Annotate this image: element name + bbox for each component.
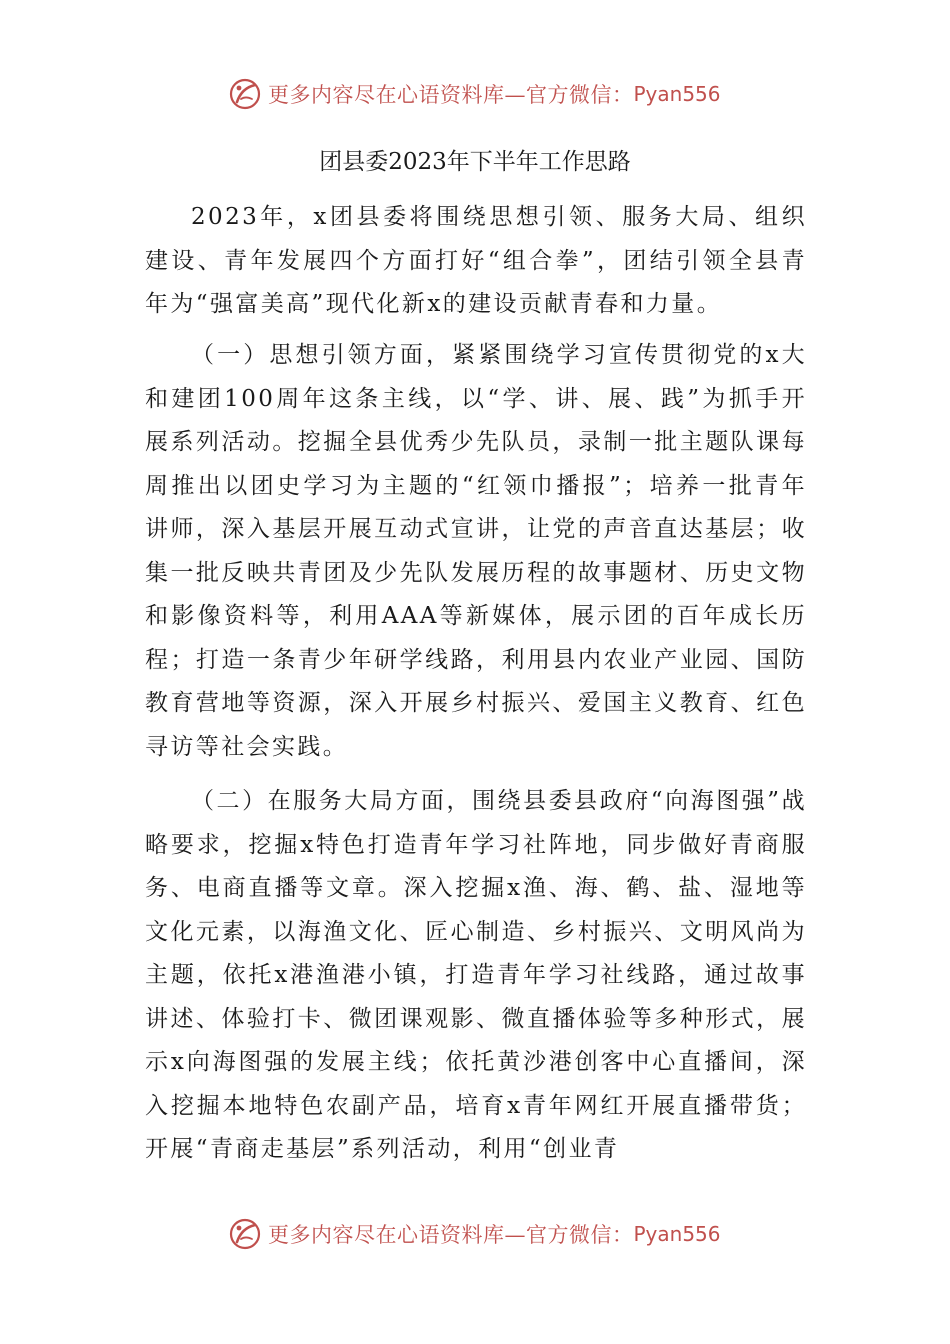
watermark-id: Pyan556 bbox=[633, 82, 721, 106]
paragraph-text: （一）思想引领方面，紧紧围绕学习宣传贯彻党的x大和建团100周年这条主线，以“学、讲、展、践”为抓手开展系列活动。挖掘全县优秀少先队员，录制一批主题队课每周推出以团史学习为主题的“红领巾播报”；培养一批青年讲师，深入基层开展互动式宣讲，让党的声音直达基层；收集一批反映共青团及少先队发展历程的故事题材、历史文物和影像资料等，利用AAA等新媒体，展示团的百年成长历程；打造一条青少年研学线路，利用县内农业产业园、国防教育营地等资源，深入开展乡村振兴、爱国主义教育、红色寻访等社会实践。 bbox=[145, 342, 807, 760]
document-title: 团县委2023年下半年工作思路 bbox=[319, 149, 631, 175]
paragraph-3 bbox=[145, 780, 807, 1182]
watermark-banner-bottom bbox=[228, 1216, 721, 1252]
watermark-banner-top bbox=[228, 76, 721, 112]
watermark-id: Pyan556 bbox=[633, 1222, 721, 1246]
logo-icon bbox=[228, 1217, 262, 1251]
watermark-text: 更多内容尽在心语资料库—官方微信： bbox=[268, 83, 634, 107]
paragraph-text: 2023年，x团县委将围绕思想引领、服务大局、组织建设、青年发展四个方面打好“组合拳”，团结引领全县青年为“强富美高”现代化新x的建设贡献青春和力量。 bbox=[145, 204, 807, 317]
paragraph-1 bbox=[145, 196, 807, 337]
paragraph-2 bbox=[145, 334, 807, 779]
logo-icon bbox=[228, 77, 262, 111]
paragraph-text: （二）在服务大局方面，围绕县委县政府“向海图强”战略要求，挖掘x特色打造青年学习社阵地，同步做好青商服务、电商直播等文章。深入挖掘x渔、海、鹤、盐、湿地等文化元素，以海渔文化、匠心制造、乡村振兴、文明风尚为主题，依托x港渔港小镇，打造青年学习社线路，通过故事讲述、体验打卡、微团课观影、微直播体验等多种形式，展示x向海图强的发展主线；依托黄沙港创客中心直播间，深入挖掘本地特色农副产品，培育x青年网红开展直播带货；开展“青商走基层”系列活动，利用“创业青 bbox=[145, 788, 807, 1162]
watermark-text: 更多内容尽在心语资料库—官方微信： bbox=[268, 1223, 634, 1247]
